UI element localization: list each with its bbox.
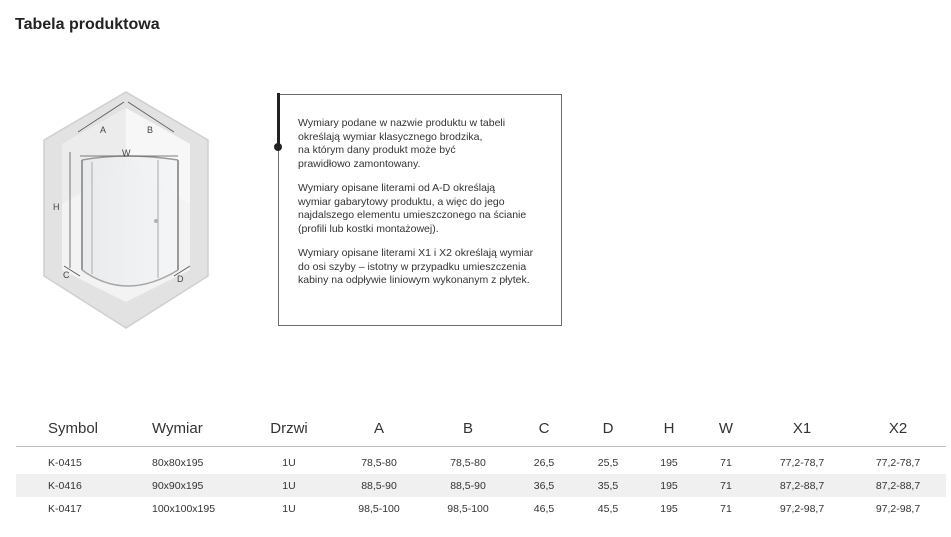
info-line: kabiny na odpływie liniowym wykonanym z płytek. xyxy=(298,274,530,286)
cell-w: 71 xyxy=(720,502,732,515)
product-table xyxy=(16,410,946,520)
info-line: (profili lub kostki montażowej). xyxy=(298,222,439,235)
info-line: określają wymiar klasycznego brodzika, xyxy=(298,130,483,143)
cell-a: 78,5-80 xyxy=(361,456,397,469)
cell-b: 78,5-80 xyxy=(450,456,486,469)
col-header-d: D xyxy=(576,410,640,447)
info-box xyxy=(278,94,562,326)
info-paragraph xyxy=(298,247,558,288)
info-paragraph xyxy=(298,182,558,236)
cell-drzwi: 1U xyxy=(282,456,296,469)
cell-wymiar: 80x80x195 xyxy=(152,456,204,469)
label-h: H xyxy=(53,202,60,212)
cell-x2: 97,2-98,7 xyxy=(875,502,921,515)
cell-c: 36,5 xyxy=(512,474,576,497)
info-marker-line xyxy=(277,93,280,145)
cell-c: 26,5 xyxy=(533,456,555,469)
cell-wymiar: 90x90x195 xyxy=(136,474,244,497)
cell-a: 98,5-100 xyxy=(358,502,400,515)
info-line: prawidłowo zamontowany. xyxy=(298,157,421,170)
table-header-row xyxy=(16,410,946,447)
info-line: wymiar gabarytowy produktu, a więc do jego xyxy=(298,195,505,208)
info-line: Wymiary podane w nazwie produktu w tabeli xyxy=(298,117,506,129)
cell-x1: 97,2-98,7 xyxy=(779,502,825,515)
label-a: A xyxy=(100,125,107,135)
col-header-x1: X1 xyxy=(754,410,850,447)
cell-b: 88,5-90 xyxy=(424,474,512,497)
cell-symbol: K-0416 xyxy=(16,474,136,497)
info-marker-dot xyxy=(274,143,282,151)
col-header-symbol: Symbol xyxy=(16,410,136,447)
cell-x2: 77,2-78,7 xyxy=(875,456,921,469)
cell-x1: 77,2-78,7 xyxy=(779,456,825,469)
col-header-w: W xyxy=(698,410,754,447)
cell-h: 195 xyxy=(660,456,678,469)
info-line: do osi szyby – istotny w przypadku umieszczenia xyxy=(298,260,527,273)
cell-d: 45,5 xyxy=(597,502,619,515)
info-paragraph xyxy=(298,117,558,171)
cell-symbol: K-0417 xyxy=(48,502,82,515)
info-line: najdalszego elementu umieszczonego na ścianie xyxy=(298,209,527,221)
table-row xyxy=(16,474,946,497)
cell-d: 35,5 xyxy=(576,474,640,497)
cell-drzwi: 1U xyxy=(244,474,334,497)
cell-b: 98,5-100 xyxy=(447,502,489,515)
cell-a: 88,5-90 xyxy=(334,474,424,497)
col-header-x2: X2 xyxy=(850,410,946,447)
cell-wymiar: 100x100x195 xyxy=(152,502,216,515)
cell-c: 46,5 xyxy=(533,502,555,515)
col-header-c: C xyxy=(512,410,576,447)
table-row xyxy=(16,447,946,475)
label-d: D xyxy=(177,274,184,284)
cell-h: 195 xyxy=(660,502,678,515)
shower-cabin-diagram xyxy=(30,80,230,350)
col-header-b: B xyxy=(424,410,512,447)
label-c: C xyxy=(63,270,70,280)
cell-h: 195 xyxy=(640,474,698,497)
cell-w: 71 xyxy=(698,474,754,497)
label-w: W xyxy=(122,148,131,158)
cell-d: 25,5 xyxy=(597,456,619,469)
info-line: Wymiary opisane literami X1 i X2 określają wymiar xyxy=(298,247,534,259)
cell-symbol: K-0415 xyxy=(48,456,82,469)
col-header-wymiar: Wymiar xyxy=(136,410,244,447)
cell-x2: 87,2-88,7 xyxy=(850,474,946,497)
col-header-drzwi: Drzwi xyxy=(244,410,334,447)
cell-drzwi: 1U xyxy=(282,502,296,515)
cell-w: 71 xyxy=(720,456,732,469)
info-line: na którym dany produkt może być xyxy=(298,144,456,156)
info-line: Wymiary opisane literami od A-D określają xyxy=(298,182,496,194)
table-row xyxy=(16,497,946,520)
page-title: Tabela produktowa xyxy=(15,16,160,33)
col-header-h: H xyxy=(640,410,698,447)
label-b: B xyxy=(147,125,154,135)
cell-x1: 87,2-88,7 xyxy=(754,474,850,497)
info-text xyxy=(298,117,558,299)
col-header-a: A xyxy=(334,410,424,447)
